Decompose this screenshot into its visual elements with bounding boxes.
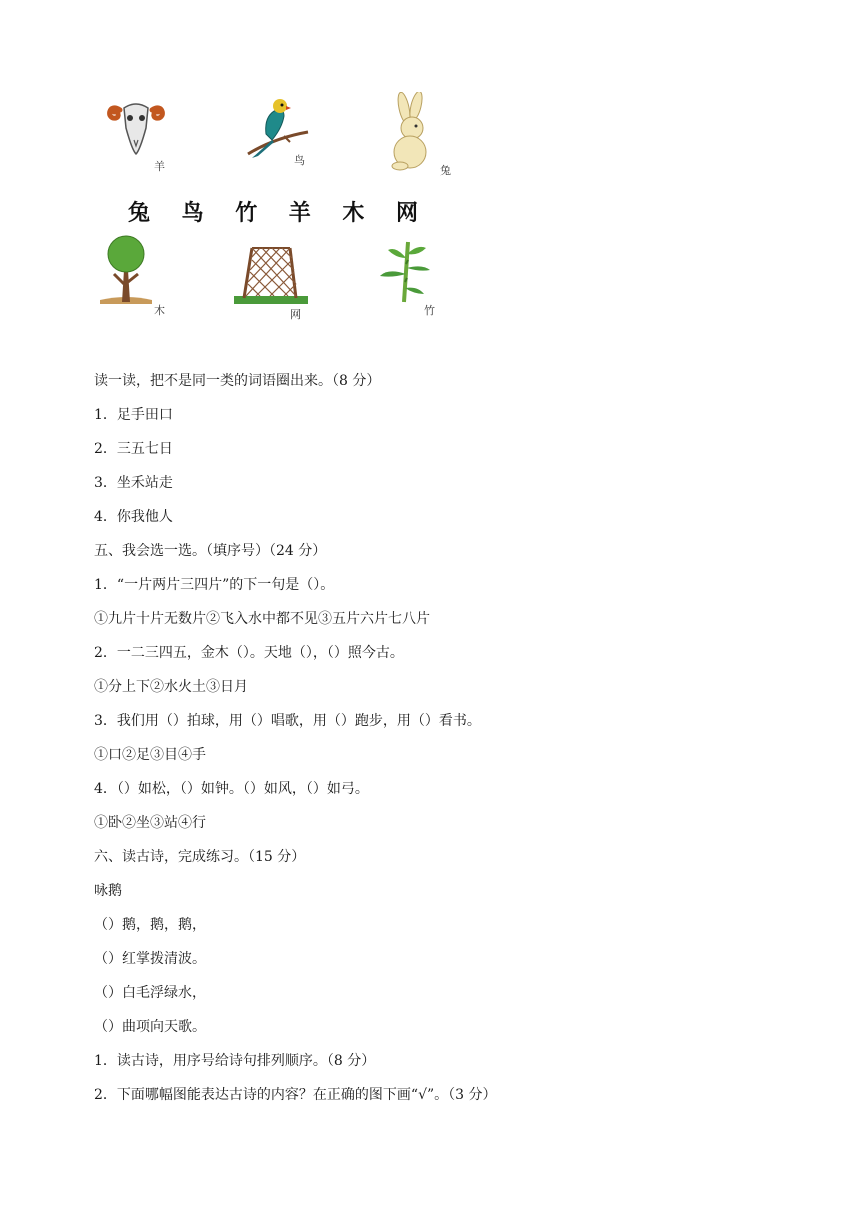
net-picture bbox=[234, 244, 308, 304]
ancient-glyph-bamboo: 竹 bbox=[424, 304, 435, 317]
text-line: 1．读古诗，用序号给诗句排列顺序。（8 分） bbox=[94, 1053, 376, 1069]
pictograph-char: 羊 bbox=[288, 201, 311, 226]
parrot-picture bbox=[244, 96, 310, 160]
text-line: 2．下面哪幅图能表达古诗的内容？在正确的图下画“√”。（3 分） bbox=[94, 1087, 497, 1103]
text-line: 3．我们用（）拍球，用（）唱歌，用（）跑步，用（）看书。 bbox=[94, 713, 481, 729]
text-line: 2．三五七日 bbox=[94, 441, 173, 457]
text-line: 2．一二三四五，金木（）。天地（），（）照今古。 bbox=[94, 645, 404, 661]
section-heading: 六、读古诗，完成练习。（15 分） bbox=[94, 849, 306, 865]
poem-line: （）鹅，鹅，鹅， bbox=[94, 917, 206, 933]
ancient-glyph-net: 网 bbox=[290, 308, 301, 321]
bamboo-picture bbox=[378, 238, 434, 304]
pictograph-char: 木 bbox=[342, 201, 365, 226]
poem-line: （）曲项向天歌。 bbox=[94, 1019, 206, 1035]
poem-title: 咏鹅 bbox=[94, 883, 122, 899]
pictograph-char: 兔 bbox=[128, 201, 151, 226]
text-line: 1．“一片两片三四片”的下一句是（）。 bbox=[94, 577, 335, 593]
text-line: ①口②足③目④手 bbox=[94, 747, 206, 763]
text-line: 4．你我他人 bbox=[94, 509, 173, 525]
text-line: ①九片十片无数片②飞入水中都不见③五片六片七八片 bbox=[94, 611, 430, 627]
section-heading: 五、我会选一选。（填序号）（24 分） bbox=[94, 543, 327, 559]
pictograph-character-row bbox=[128, 196, 418, 227]
ancient-glyph-rabbit: 兔 bbox=[440, 164, 451, 177]
text-line: ①卧②坐③站④行 bbox=[94, 815, 206, 831]
ram-skull-picture bbox=[104, 92, 168, 158]
text-line: ①分上下②水火土③日月 bbox=[94, 679, 248, 695]
text-line: 3．坐禾站走 bbox=[94, 475, 173, 491]
pictograph-char: 网 bbox=[395, 201, 418, 226]
poem-line: （）白毛浮绿水， bbox=[94, 985, 206, 1001]
ancient-glyph-sheep: 羊 bbox=[154, 160, 165, 173]
pictograph-char: 竹 bbox=[235, 201, 258, 226]
text-line: 1．足手田口 bbox=[94, 407, 173, 423]
poem-line: （）红掌拨清波。 bbox=[94, 951, 206, 967]
ancient-glyph-wood: 木 bbox=[154, 304, 165, 317]
text-line: 读一读，把不是同一类的词语圈出来。（8 分） bbox=[94, 373, 381, 389]
text-line: 4．（）如松，（）如钟。（）如风，（）如弓。 bbox=[94, 781, 369, 797]
ancient-glyph-bird: 鸟 bbox=[294, 154, 305, 167]
tree-picture bbox=[98, 234, 154, 306]
rabbit-picture bbox=[386, 92, 438, 172]
question-text-block bbox=[94, 370, 794, 1118]
pictograph-char: 鸟 bbox=[181, 201, 204, 226]
